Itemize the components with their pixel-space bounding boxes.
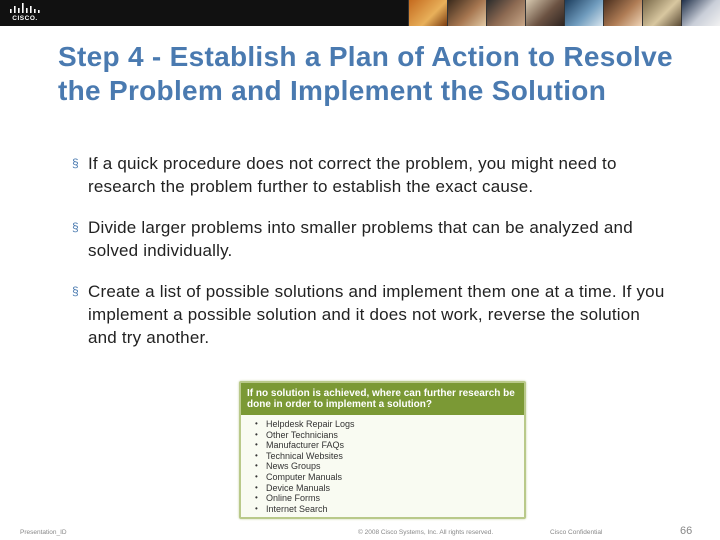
bullet-item — [72, 152, 672, 198]
slide-title: Step 4 - Establish a Plan of Action to Resolve the Problem and Implement the Solution — [58, 41, 673, 106]
banner-photo — [408, 0, 447, 26]
logo-wordmark: CISCO. — [12, 15, 38, 22]
bullet-item — [72, 216, 672, 262]
banner-photo — [525, 0, 564, 26]
banner-photo — [486, 0, 525, 26]
footer-presentation-id: Presentation_ID — [20, 529, 67, 536]
bullet-marker-icon: § — [72, 284, 79, 298]
list-item: • Other Technicians — [255, 429, 338, 440]
list-item: • Internet Search — [255, 503, 328, 514]
bullet-text: If a quick procedure does not correct the problem, you might need to research the problem further to establish the exact cause. — [88, 154, 617, 196]
cisco-logo — [8, 3, 42, 23]
bullet-item — [72, 280, 672, 349]
list-item: • Technical Websites — [255, 450, 343, 461]
page-number: 66 — [680, 525, 693, 537]
figure-heading: If no solution is achieved, where can further research be done in order to implement a solution? — [241, 383, 524, 415]
cisco-bridge-icon — [8, 3, 42, 14]
list-item: • Device Manuals — [255, 482, 331, 493]
footer-copyright: © 2008 Cisco Systems, Inc. All rights reserved. — [358, 529, 494, 536]
list-item: • News Groups — [255, 461, 321, 472]
bullet-text: Create a list of possible solutions and implement them one at a time. If you implement a possible solution and it does not work, reverse the solution and try another. — [88, 282, 665, 347]
header-bar — [0, 0, 720, 26]
list-item: • Computer Manuals — [255, 471, 343, 482]
list-item: • Online Forms — [255, 493, 321, 504]
banner-photo — [603, 0, 642, 26]
list-item: • Manufacturer FAQs — [255, 440, 345, 451]
photo-banner — [408, 0, 720, 26]
footer-confidential: Cisco Confidential — [550, 529, 603, 536]
figure-list — [241, 415, 524, 514]
banner-photo — [447, 0, 486, 26]
bullet-list — [72, 152, 672, 349]
bullet-text: Divide larger problems into smaller problems that can be analyzed and solved individually. — [88, 218, 633, 260]
bullet-marker-icon: § — [72, 220, 79, 234]
banner-photo — [681, 0, 720, 26]
banner-photo — [642, 0, 681, 26]
list-item: • Helpdesk Repair Logs — [255, 419, 355, 429]
research-sources-figure — [239, 381, 526, 519]
bullet-marker-icon: § — [72, 156, 79, 170]
banner-photo — [564, 0, 603, 26]
